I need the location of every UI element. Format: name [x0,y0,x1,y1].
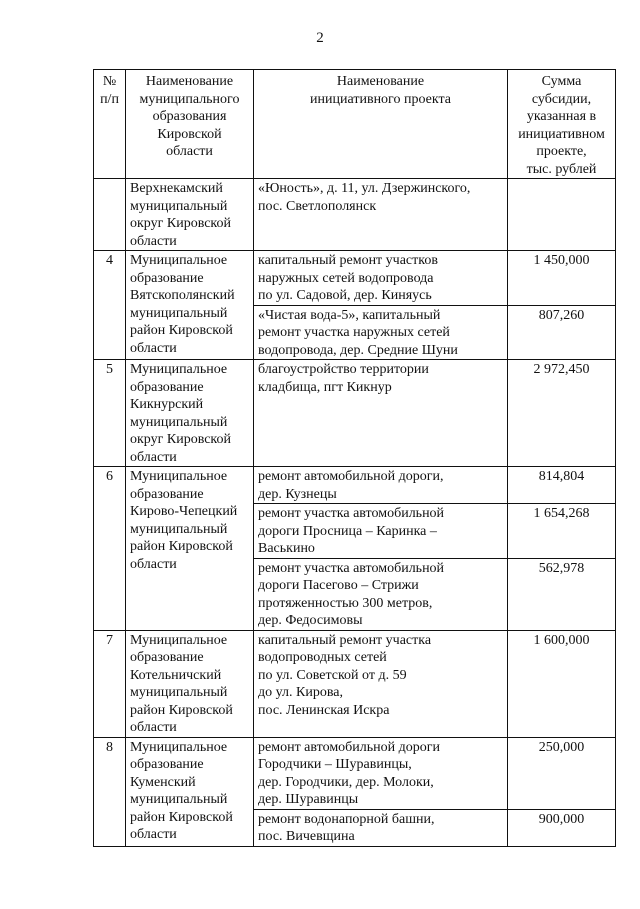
sum-cell: 2 972,450 [508,360,616,467]
project-cell: «Чистая вода-5», капитальный ремонт участка наружных сетей водопровода, дер. Средние Шуни [254,305,508,360]
project-cell: ремонт водонапорной башни, пос. Вичевщина [254,809,508,846]
table-row [94,179,616,251]
project-cell: ремонт автомобильной дороги Городчики – Шуравинцы, дер. Городчики, дер. Молоки, дер. Шуравинцы [254,737,508,809]
sum-cell: 1 654,268 [508,504,616,559]
municipality-cell: Муниципальное образование Кикнурский муниципальный округ Кировской области [126,360,254,467]
header-municipality: Наименование муниципального образования Кировской области [126,70,254,179]
project-cell: ремонт автомобильной дороги, дер. Кузнецы [254,467,508,504]
sum-cell: 807,260 [508,305,616,360]
sum-cell: 1 450,000 [508,251,616,306]
row-number: 5 [94,360,126,467]
row-number: 7 [94,630,126,737]
table-row [94,251,616,306]
header-sum: Сумма субсидии, указанная в инициативном проекте, тыс. рублей [508,70,616,179]
sum-cell: 250,000 [508,737,616,809]
project-cell: ремонт участка автомобильной дороги Пасегово – Стрижи протяженностью 300 метров, дер. Федосимовы [254,558,508,630]
project-cell: капитальный ремонт участка водопроводных сетей по ул. Советской от д. 59 до ул. Кирова, пос. Ленинская Искра [254,630,508,737]
municipality-cell: Муниципальное образование Вятскополянский муниципальный район Кировской области [126,251,254,360]
table-row [94,737,616,809]
project-cell: капитальный ремонт участков наружных сетей водопровода по ул. Садовой, дер. Киняусь [254,251,508,306]
row-number [94,179,126,251]
table-row [94,360,616,467]
municipality-cell: Муниципальное образование Котельничский муниципальный район Кировской области [126,630,254,737]
page-number: 2 [316,30,324,46]
subsidy-table [93,69,616,847]
municipality-cell: Верхнекамский муниципальный округ Кировской области [126,179,254,251]
sum-cell: 1 600,000 [508,630,616,737]
sum-cell [508,179,616,251]
row-number: 4 [94,251,126,360]
sum-cell: 900,000 [508,809,616,846]
sum-cell: 814,804 [508,467,616,504]
project-cell: ремонт участка автомобильной дороги Просница – Каринка – Васькино [254,504,508,559]
municipality-cell: Муниципальное образование Куменский муниципальный район Кировской области [126,737,254,846]
header-project: Наименование инициативного проекта [254,70,508,179]
row-number: 8 [94,737,126,846]
municipality-cell: Муниципальное образование Кирово-Чепецкий муниципальный район Кировской области [126,467,254,631]
sum-cell: 562,978 [508,558,616,630]
table-row [94,630,616,737]
header-number: № п/п [94,70,126,179]
row-number: 6 [94,467,126,631]
project-cell: благоустройство территории кладбища, пгт Кикнур [254,360,508,467]
project-cell: «Юность», д. 11, ул. Дзержинского, пос. Светлополянск [254,179,508,251]
table-row [94,467,616,504]
table-header-row [94,70,616,179]
